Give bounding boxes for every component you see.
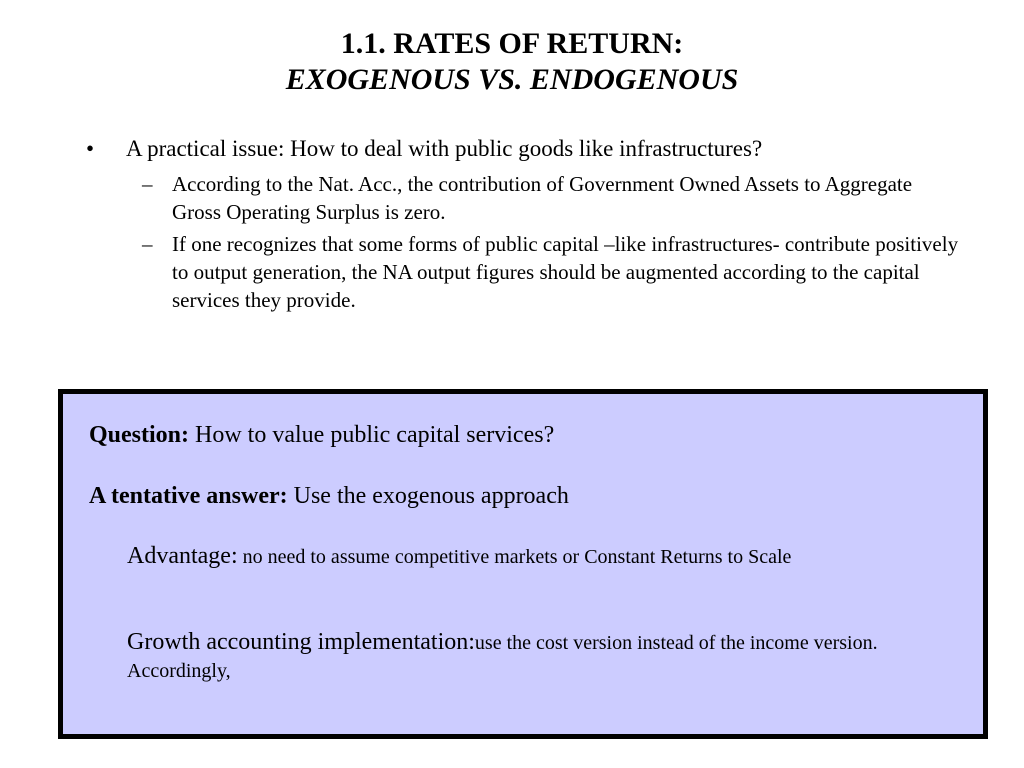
advantage-label: Advantage: — [127, 543, 238, 569]
question-text: How to value public capital services? — [189, 422, 555, 448]
answer-label: A tentative answer: — [89, 483, 288, 509]
bullet-marker: • — [86, 136, 95, 161]
question-line — [89, 420, 554, 450]
title-line-1: 1.1. RATES OF RETURN: — [340, 27, 684, 60]
bullet-main-text: A practical issue: How to deal with public goods like infrastructures? — [126, 136, 763, 161]
question-label: Question: — [89, 422, 190, 448]
sub-bullet-marker: – — [142, 232, 153, 256]
growth-text: use the cost version instead of the income version. Accordingly, — [127, 632, 878, 682]
advantage-paragraph — [127, 542, 927, 571]
title-line-2: EXOGENOUS VS. ENDOGENOUS — [285, 63, 739, 96]
sub-bullet-2 — [86, 230, 966, 314]
growth-paragraph — [127, 628, 927, 685]
bullet-main — [86, 134, 966, 164]
question-box — [58, 389, 988, 739]
answer-text: Use the exogenous approach — [287, 483, 569, 509]
advantage-text: no need to assume competitive markets or Constant Returns to Scale — [237, 546, 792, 568]
sub-bullet-2-text: If one recognizes that some forms of public capital –like infrastructures- contribute positively to output generation, the NA output figures should be augmented according to the capital services they provide. — [172, 232, 959, 312]
growth-label: Growth accounting implementation: — [127, 629, 475, 655]
sub-bullet-1-text: According to the Nat. Acc., the contribution of Government Owned Assets to Aggregate Gross Operating Surplus is zero. — [172, 172, 913, 224]
sub-bullet-1 — [86, 170, 966, 226]
bullet-list — [86, 134, 966, 314]
answer-line — [89, 481, 569, 511]
slide-title — [0, 26, 1024, 98]
sub-bullet-marker: – — [142, 172, 153, 196]
